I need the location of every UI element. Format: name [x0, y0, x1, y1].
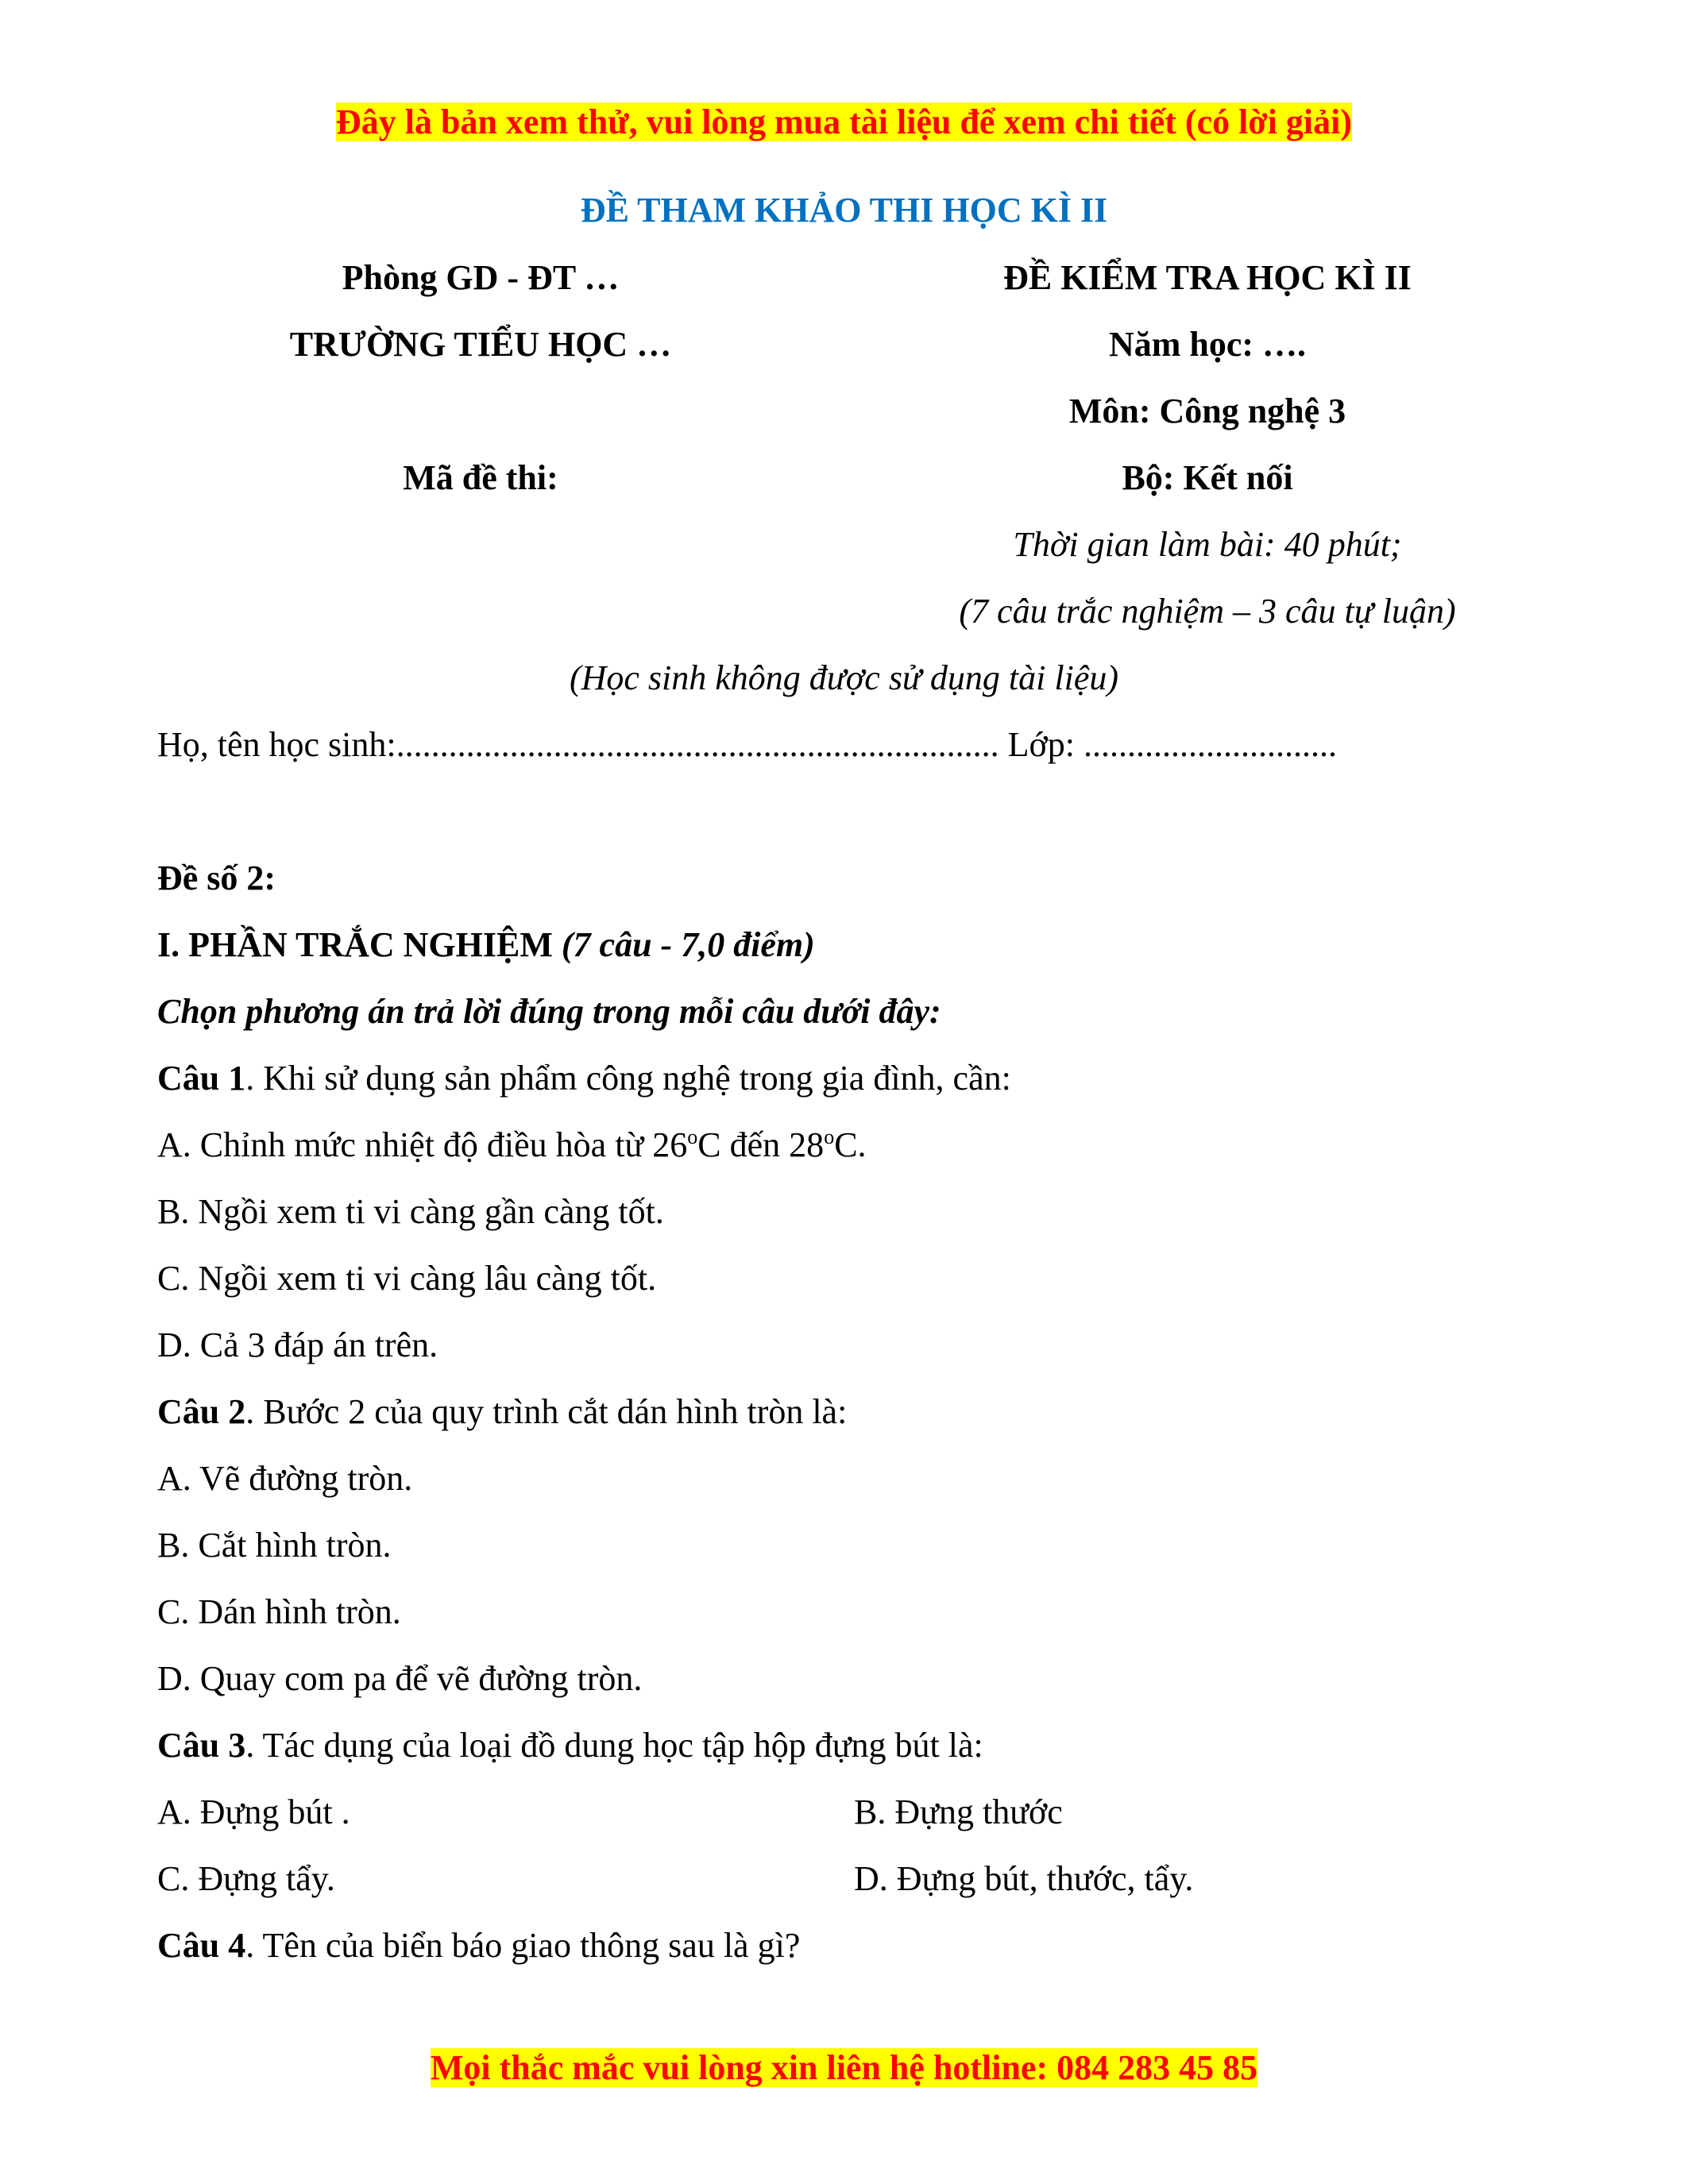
school-year: Năm học: …. [1108, 325, 1307, 364]
school-label: TRƯỜNG TIỂU HỌC … [289, 325, 672, 364]
document-title: ĐỀ THAM KHẢO THI HỌC KÌ II [580, 191, 1108, 230]
question-2-option-a: A. Vẽ đường tròn. [157, 1459, 413, 1498]
student-info-line: Họ, tên học sinh:..................................................................... Lớp: ............................. [157, 725, 1337, 764]
series-label: Bộ: Kết nối [1122, 458, 1293, 497]
question-label: Câu 1 [157, 1059, 246, 1098]
question-2-option-c: C. Dán hình tròn. [157, 1592, 401, 1631]
question-text: . Tác dụng của loại đồ dung học tập hộp đựng bút là: [245, 1726, 983, 1765]
question-text: . Khi sử dụng sản phẩm công nghệ trong gia đình, cần: [245, 1059, 1011, 1098]
section-instruction: Chọn phương án trả lời đúng trong mỗi câu dưới đây: [157, 992, 941, 1031]
preview-banner [0, 98, 1688, 146]
question-1-option-d: D. Cả 3 đáp án trên. [157, 1325, 438, 1364]
dept-label: Phòng GD - ĐT … [342, 258, 620, 297]
section-title: I. PHẦN TRẮC NGHIỆM [157, 925, 553, 964]
time-limit: Thời gian làm bài: 40 phút; [1013, 525, 1402, 564]
question-3-option-a: A. Đựng bút . [157, 1792, 350, 1831]
question-2-option-d: D. Quay com pa để vẽ đường tròn. [157, 1659, 643, 1698]
section-heading [157, 921, 815, 969]
question-label: Câu 3 [157, 1726, 246, 1765]
preview-banner-text: Đây là bản xem thử, vui lòng mua tài liệu để xem chi tiết (có lời giải) [335, 102, 1353, 141]
degree-mark: o [687, 1125, 698, 1148]
question-label: Câu 2 [157, 1392, 246, 1431]
exam-code-label: Mã đề thi: [403, 458, 558, 497]
hotline-banner [0, 2044, 1688, 2092]
question-1-option-a [157, 1121, 867, 1169]
question-1 [157, 1055, 1011, 1102]
question-3 [157, 1722, 983, 1769]
subject-label: Môn: Công nghệ 3 [1068, 392, 1346, 430]
question-1-option-b: B. Ngồi xem ti vi càng gần càng tốt. [157, 1192, 664, 1231]
section-points: (7 câu - 7,0 điểm) [561, 925, 815, 964]
question-2-option-b: B. Cắt hình tròn. [157, 1526, 392, 1565]
question-2 [157, 1388, 847, 1436]
option-text: A. Chỉnh mức nhiệt độ điều hòa từ 26 [157, 1125, 688, 1164]
exam-number: Đề số 2: [157, 859, 276, 897]
question-structure: (7 câu trắc nghiệm – 3 câu tự luận) [959, 592, 1456, 631]
degree-mark: o [824, 1125, 835, 1148]
no-materials-note: (Học sinh không được sử dụng tài liệu) [569, 658, 1119, 697]
option-text: C. [834, 1125, 867, 1164]
question-3-option-b: B. Đựng thước [854, 1792, 1063, 1831]
option-text: C đến 28 [697, 1125, 825, 1164]
question-3-option-c: C. Đựng tẩy. [157, 1859, 335, 1898]
exam-heading: ĐỀ KIỂM TRA HỌC KÌ II [1003, 258, 1412, 297]
question-text: . Bước 2 của quy trình cắt dán hình tròn là: [245, 1392, 848, 1431]
question-text: . Tên của biển báo giao thông sau là gì? [245, 1926, 801, 1965]
hotline-text: Mọi thắc mắc vui lòng xin liên hệ hotline: 084 283 45 85 [430, 2048, 1258, 2087]
question-1-option-c: C. Ngồi xem ti vi càng lâu càng tốt. [157, 1259, 657, 1298]
question-4 [157, 1922, 800, 1970]
question-label: Câu 4 [157, 1926, 246, 1965]
question-3-option-d: D. Đựng bút, thước, tẩy. [854, 1859, 1194, 1898]
